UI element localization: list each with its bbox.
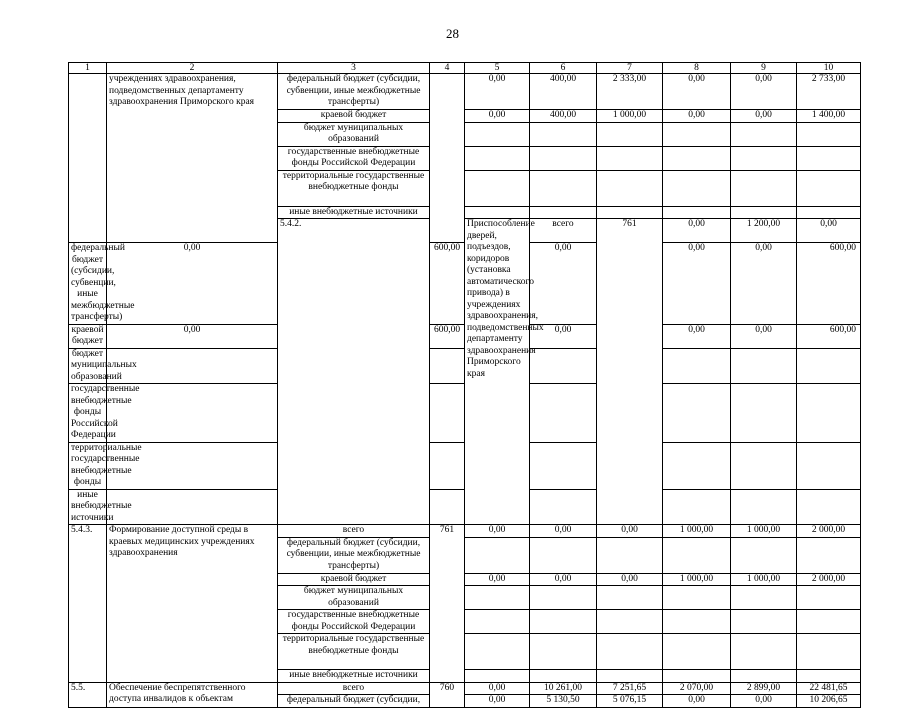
table-cell: 0,00: [465, 525, 530, 538]
table-cell: 2 070,00: [663, 682, 731, 695]
item-name: учреждениях здравоохранения, подведомственных департаменту здравоохранения Приморского края: [107, 74, 278, 243]
grbs-code: 761: [430, 525, 465, 683]
table-cell: 1 000,00: [597, 110, 663, 123]
table-cell: 0,00: [465, 682, 530, 695]
table-cell: 1 000,00: [663, 525, 731, 538]
source-label: краевой бюджет: [69, 324, 107, 348]
table-cell: 0,00: [107, 324, 278, 348]
table-cell: 2 000,00: [797, 573, 861, 586]
table-cell: 7 251,65: [597, 682, 663, 695]
source-label: всего: [530, 219, 597, 243]
table-cell: 0,00: [731, 74, 797, 110]
header-cell: 10: [797, 63, 861, 74]
source-label: территориальные государственные внебюджетные фонды: [69, 442, 107, 489]
table-cell: 0,00: [663, 219, 731, 243]
table-cell: 600,00: [430, 243, 465, 325]
table-cell: 0,00: [731, 110, 797, 123]
item-name: Формирование доступной среды в краевых медицинских учреждениях здравоохранения: [107, 525, 278, 683]
header-cell: 1: [69, 63, 107, 74]
item-code: 5.4.3.: [69, 525, 107, 683]
item-code: 5.4.2.: [278, 219, 430, 525]
source-label: бюджет муниципальных образований: [278, 586, 430, 610]
table-cell: 1 200,00: [731, 219, 797, 243]
table-cell: 600,00: [797, 324, 861, 348]
table-cell: 0,00: [663, 110, 731, 123]
table-cell: 5 076,15: [597, 695, 663, 708]
table-row: [69, 525, 861, 538]
source-label: краевой бюджет: [278, 110, 430, 123]
item-name: Приспособление дверей, подъездов, коридоров (установка автоматического привода) в учреждениях здравоохранения, подведомственных департаменту здравоохранения Приморского края: [465, 219, 530, 525]
source-label: федеральный бюджет (субсидии, субвенции, иные межбюджетные трансферты): [278, 74, 430, 110]
grbs-code: 761: [597, 219, 663, 525]
table-cell: 600,00: [797, 243, 861, 325]
table-cell: 600,00: [430, 324, 465, 348]
source-label: федеральный бюджет (субсидии,: [278, 695, 430, 708]
header-cell: 9: [731, 63, 797, 74]
source-label: территориальные государственные внебюджетные фонды: [278, 634, 430, 670]
table-cell: 2 899,00: [731, 682, 797, 695]
source-label: государственные внебюджетные фонды Российской Федерации: [278, 146, 430, 170]
table-cell: 0,00: [663, 74, 731, 110]
table-cell: 400,00: [530, 110, 597, 123]
grbs-code: [430, 74, 465, 243]
source-label: всего: [278, 682, 430, 695]
item-name: Обеспечение беспрепятственного доступа инвалидов к объектам: [107, 682, 278, 707]
table-cell: 400,00: [530, 74, 597, 110]
header-row: [69, 63, 861, 74]
table-cell: 0,00: [797, 219, 861, 243]
table-cell: 0,00: [465, 573, 530, 586]
header-cell: 5: [465, 63, 530, 74]
header-cell: 7: [597, 63, 663, 74]
table-cell: 22 481,65: [797, 682, 861, 695]
table-row: [69, 682, 861, 695]
table-cell: 2 733,00: [797, 74, 861, 110]
source-label: территориальные государственные внебюджетные фонды: [278, 170, 430, 206]
table-cell: 0,00: [731, 324, 797, 348]
table-cell: 0,00: [465, 695, 530, 708]
source-label: бюджет муниципальных образований: [69, 348, 107, 384]
source-label: бюджет муниципальных образований: [278, 122, 430, 146]
table-cell: 0,00: [530, 243, 597, 325]
table-cell: 0,00: [597, 525, 663, 538]
header-cell: 4: [430, 63, 465, 74]
table-cell: 0,00: [465, 74, 530, 110]
table-cell: 10 261,00: [530, 682, 597, 695]
table-cell: 1 000,00: [731, 525, 797, 538]
table-cell: 0,00: [731, 243, 797, 325]
source-label: всего: [278, 525, 430, 538]
source-label: федеральный бюджет (субсидии, субвенции, иные межбюджетные трансферты): [69, 243, 107, 325]
table-cell: 1 000,00: [663, 573, 731, 586]
table-cell: 0,00: [663, 243, 731, 325]
table-cell: 1 000,00: [731, 573, 797, 586]
header-cell: 6: [530, 63, 597, 74]
grbs-code: 760: [430, 682, 465, 707]
budget-table: [68, 62, 861, 708]
table-cell: 10 206,65: [797, 695, 861, 708]
source-label: государственные внебюджетные фонды Российской Федерации: [69, 384, 107, 443]
source-label: краевой бюджет: [278, 573, 430, 586]
table-cell: 1 400,00: [797, 110, 861, 123]
table-cell: 0,00: [731, 695, 797, 708]
table-row: [69, 74, 861, 110]
table-cell: 0,00: [107, 243, 278, 325]
table-cell: 0,00: [530, 525, 597, 538]
source-label: иные внебюджетные источники: [278, 670, 430, 683]
source-label: государственные внебюджетные фонды Российской Федерации: [278, 610, 430, 634]
header-cell: 3: [278, 63, 430, 74]
table-cell: 0,00: [597, 573, 663, 586]
table-cell: 2 000,00: [797, 525, 861, 538]
header-cell: 2: [107, 63, 278, 74]
table-cell: 0,00: [530, 573, 597, 586]
source-label: иные внебюджетные источники: [69, 489, 107, 525]
table-cell: 5 130,50: [530, 695, 597, 708]
source-label: федеральный бюджет (субсидии, субвенции, иные межбюджетные трансферты): [278, 537, 430, 573]
source-label: иные внебюджетные источники: [278, 206, 430, 219]
table-cell: 0,00: [530, 324, 597, 348]
table-cell: 2 333,00: [597, 74, 663, 110]
table-cell: 0,00: [663, 324, 731, 348]
page-number: 28: [446, 26, 459, 41]
item-code: [69, 74, 107, 243]
table-cell: 0,00: [663, 695, 731, 708]
table-cell: 0,00: [465, 110, 530, 123]
item-code: 5.5.: [69, 682, 107, 707]
header-cell: 8: [663, 63, 731, 74]
